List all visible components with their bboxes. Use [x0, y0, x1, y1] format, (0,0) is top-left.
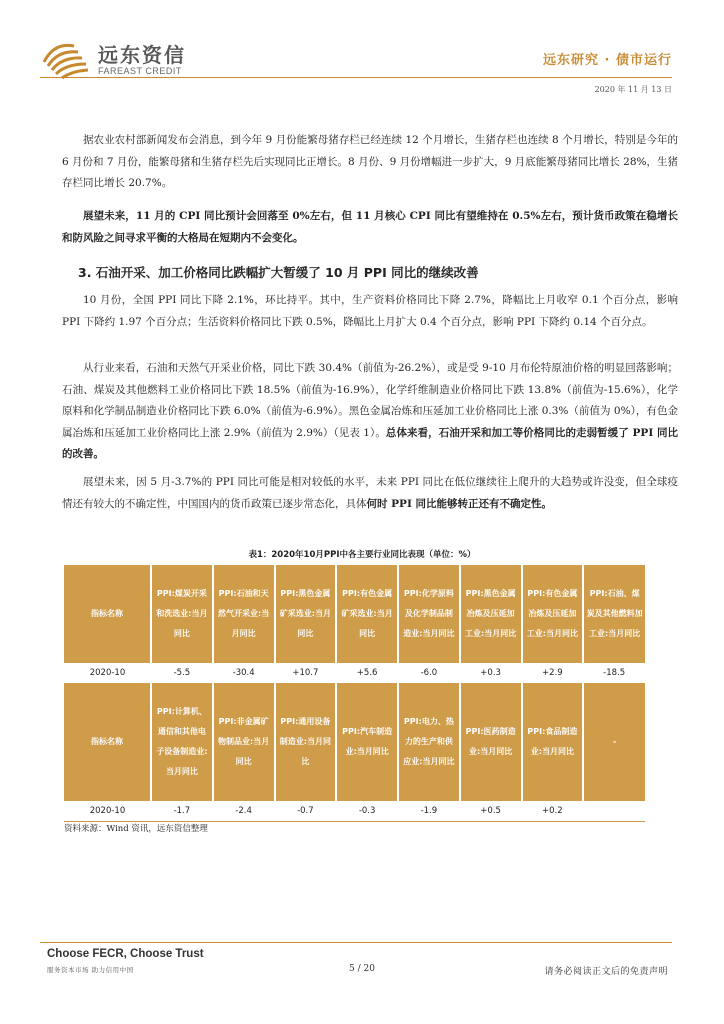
footer-brand-slogan: Choose FECR, Choose Trust	[47, 948, 204, 960]
industry-summary-bold: 总体来看，石油开采和加工等价格同比的走弱暂缓了 PPI 同比的改善。	[62, 426, 679, 460]
company-logo	[40, 40, 186, 80]
table-cell: -1.7	[151, 801, 213, 821]
table-cell: +2.9	[522, 663, 584, 683]
column-header: PPI:黑色金属矿采选业:当月同比	[275, 565, 337, 663]
table-header-row-1	[64, 565, 645, 663]
table-row	[64, 801, 645, 821]
paragraph-industry-breakdown	[62, 358, 678, 466]
column-header: PPI:汽车制造业:当月同比	[336, 683, 398, 801]
table-source-note: 资料来源：Wind 资讯，远东资信整理	[64, 824, 208, 834]
column-header: PPI:有色金属矿采选业:当月同比	[336, 565, 398, 663]
ppi-outlook-bold: 何时 PPI 同比能够转正还有不确定性。	[366, 497, 553, 510]
table-cell: -6.0	[398, 663, 460, 683]
column-header: PPI:有色金属冶炼及压延加工业:当月同比	[522, 565, 584, 663]
ppi-outlook-text: 展望未来，因 5 月-3.7%的 PPI 同比可能是相对较低的水平，未来 PPI 同比在低位继续往上爬升的大趋势或许没变，但全球疫情还有较大的不确定性，中国国内的货币政策已逐步常态化，具体	[62, 476, 678, 510]
column-header: PPI:通用设备制造业:当月同比	[275, 683, 337, 801]
disclaimer-note: 请务必阅读正文后的免责声明	[544, 967, 668, 977]
logo-chinese-name: 远东资信	[98, 43, 186, 67]
table-cell: -0.7	[275, 801, 337, 821]
column-header: PPI:食品制造业:当月同比	[522, 683, 584, 801]
table-cell: +5.6	[336, 663, 398, 683]
table-cell: -2.4	[213, 801, 275, 821]
table-cell	[583, 801, 645, 821]
row-label-header: 指标名称	[64, 565, 151, 663]
table-cell: -0.3	[336, 801, 398, 821]
page-header	[0, 0, 724, 100]
industry-breakdown-text: 从行业来看，石油和天然气开采业价格，同比下跌 30.4%（前值为-26.2%），或是受 9-10 月布伦特原油价格的明显回落影响；石油、煤炭及其他燃料工业价格同比下跌 18.5%（前值为-16.9%），化学纤维制造业价格同比下跌 13.8%（前值为-15.6%），化学原料和化学制品制造业价格同比下跌 6.0%（前值为-6.9%）。黑色金属冶炼和压延加工业价格同比上涨 0.3%（前值为 0%），有色金属冶炼和压延加工业价格同比上涨 2.9%（前值为 2.9%）（见表 1）。	[62, 362, 678, 439]
table-cell: -5.5	[151, 663, 213, 683]
row-label: 2020-10	[64, 663, 151, 683]
table-cell: +0.2	[522, 801, 584, 821]
ppi-industry-table	[64, 565, 645, 822]
paragraph-ppi-overview: 10 月份，全国 PPI 同比下降 2.1%，环比持平。其中，生产资料价格同比下降 2.7%，降幅比上月收窄 0.1 个百分点，影响 PPI 下降约 1.97 个百分点；生活资料价格同比下跌 0.5%，降幅比上月扩大 0.4 个百分点，影响 PPI 下降约 0.14 个百分点。	[62, 294, 678, 328]
fareast-logo-icon	[40, 40, 92, 80]
paragraph-pig-stock: 据农业农村部新闻发布会消息，到今年 9 月份能繁母猪存栏已经连续 12 个月增长，生猪存栏也连续 8 个月增长，特别是今年的 6 月份和 7 月份，能繁母猪和生猪存栏先后实现同比正增长。8 月份、9 月份增幅进一步扩大，9 月底能繁母猪同比增长 28%，生猪存栏同比增长 20.7%。	[62, 134, 678, 189]
footer-divider	[40, 942, 672, 943]
column-header: PPI:计算机、通信和其他电子设备制造业:当月同比	[151, 683, 213, 801]
column-header: PPI:煤炭开采和洗选业:当月同比	[151, 565, 213, 663]
column-header: PPI:电力、热力的生产和供应业:当月同比	[398, 683, 460, 801]
row-label: 2020-10	[64, 801, 151, 821]
column-header: PPI:石油、煤炭及其他燃料加工业:当月同比	[583, 565, 645, 663]
paragraph-cpi-outlook: 展望未来，11 月的 CPI 同比预计会回落至 0%左右，但 11 月核心 CPI 同比有望维持在 0.5%左右，预计货币政策在稳增长和防风险之间寻求平衡的大格局在短期内不会变化。	[62, 210, 678, 244]
column-header: PPI:石油和天然气开采业:当月同比	[213, 565, 275, 663]
paragraph-ppi-outlook	[62, 472, 678, 515]
logo-english-name: FAREAST CREDIT	[98, 66, 182, 76]
table-cell: -18.5	[583, 663, 645, 683]
table-cell: -30.4	[213, 663, 275, 683]
table-cell: +0.5	[460, 801, 522, 821]
header-divider	[40, 77, 672, 78]
row-label-header: 指标名称	[64, 683, 151, 801]
page-number: 5 / 20	[349, 964, 375, 974]
table-cell: +10.7	[275, 663, 337, 683]
footer-chinese-slogan: 服务资本市场 助力信用中国	[47, 966, 134, 974]
table-1-title: 表1：2020年10月PPI中各主要行业同比表现（单位：%）	[248, 550, 476, 560]
table-cell: +0.3	[460, 663, 522, 683]
column-header: PPI:化学原料及化学制品制造业:当月同比	[398, 565, 460, 663]
report-series-title: 远东研究 · 债市运行	[543, 53, 672, 68]
column-header: PPI:非金属矿物制品业:当月同比	[213, 683, 275, 801]
column-header: -	[583, 683, 645, 801]
table-row	[64, 663, 645, 683]
table-header-row-2	[64, 683, 645, 801]
column-header: PPI:医药制造业:当月同比	[460, 683, 522, 801]
report-date: 2020 年 11 月 13 日	[594, 85, 672, 94]
column-header: PPI:黑色金属冶炼及压延加工业:当月同比	[460, 565, 522, 663]
table-cell: -1.9	[398, 801, 460, 821]
section-3-heading: 3. 石油开采、加工价格同比跌幅扩大暂缓了 10 月 PPI 同比的继续改善	[78, 265, 479, 280]
